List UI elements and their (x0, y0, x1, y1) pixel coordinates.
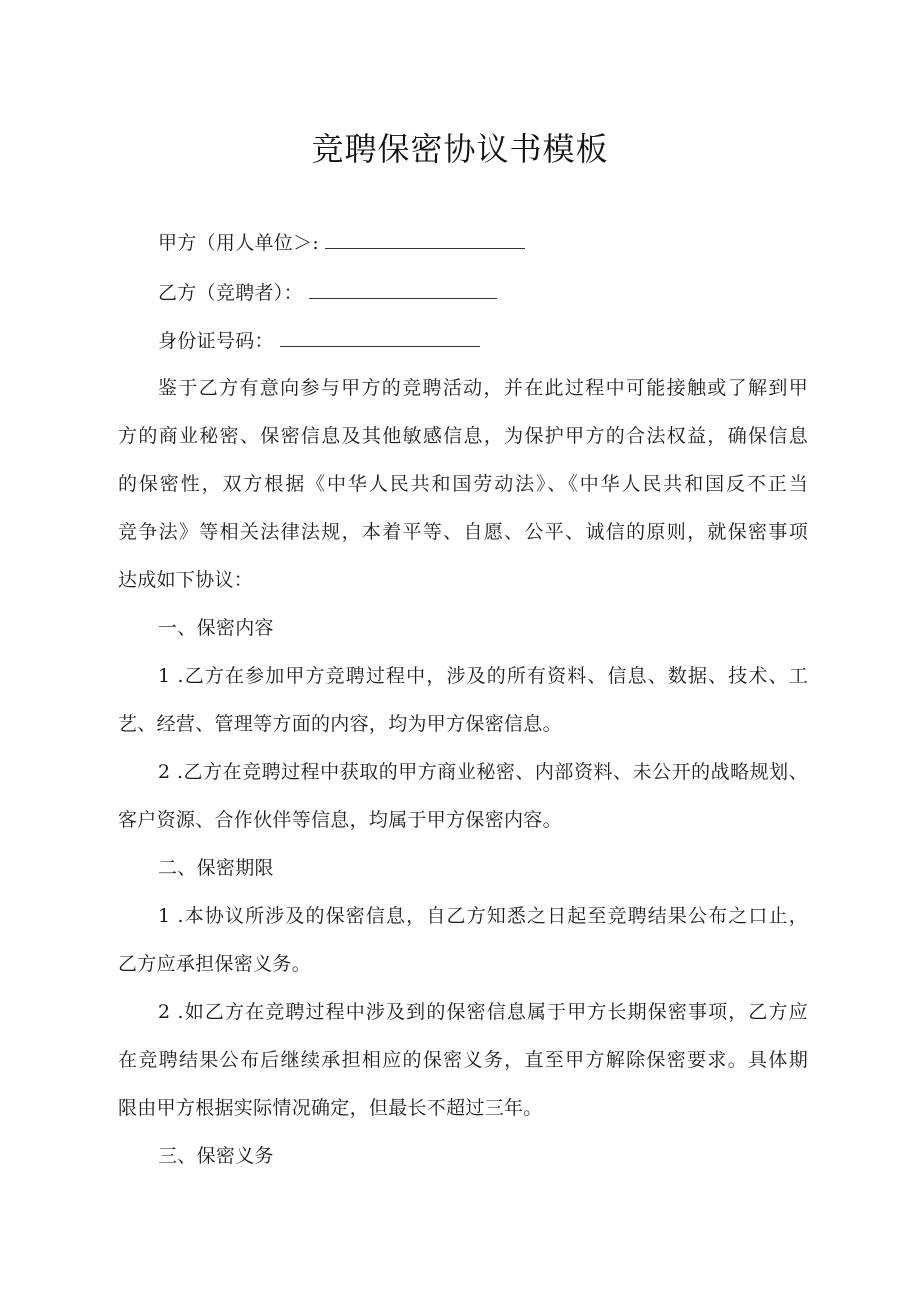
preamble-line: 鉴于乙方有意向参与甲方的竞聘活动，并在此过程中可能接触或了解到甲 (158, 377, 808, 399)
section-heading: 三、保密义务 (158, 1145, 274, 1167)
party-a-label: 甲方（用人单位＞: (158, 232, 320, 254)
section-heading: 一、保密内容 (158, 617, 274, 639)
party-b-field (158, 278, 808, 307)
id-number-label: 身份证号码： (158, 330, 274, 352)
clause-line: 2 .乙方在竞聘过程中获取的甲方商业秘密、内部资料、未公开的战略规划、 (158, 761, 808, 783)
page-title: 竞聘保密协议书模板 (311, 130, 609, 168)
clause-line: 1 .本协议所涉及的保密信息，自乙方知悉之日起至竞聘结果公布之口止， (158, 905, 808, 927)
clause-line: 艺、经营、管理等方面的内容，均为甲方保密信息。 (118, 713, 562, 735)
id-number-blank (280, 326, 480, 347)
preamble-line: 的保密性，双方根据《中华人民共和国劳动法》、《中华人民共和国反不正当 (118, 473, 808, 495)
clause-line: 乙方应承担保密义务。 (118, 953, 312, 975)
preamble-line: 达成如下协议： (118, 569, 254, 591)
clause-line: 在竞聘结果公布后继续承担相应的保密义务，直至甲方解除保密要求。具体期 (118, 1049, 808, 1071)
id-number-field (158, 326, 808, 355)
party-b-label: 乙方（竞聘者）： (158, 282, 303, 304)
clause-line: 客户资源、合作伙伴等信息，均属于甲方保密内容。 (118, 809, 562, 831)
section-heading: 二、保密期限 (158, 857, 274, 879)
party-b-blank (309, 278, 497, 299)
preamble-line: 方的商业秘密、保密信息及其他敏感信息，为保护甲方的合法权益，确保信息 (118, 425, 808, 447)
party-a-blank (325, 228, 525, 249)
preamble-line: 竞争法》等相关法律法规，本着平等、自愿、公平、诚信的原则，就保密事项 (118, 521, 808, 543)
party-a-field (158, 228, 808, 257)
clause-line: 限由甲方根据实际情况确定，但最长不超过三年。 (118, 1097, 543, 1119)
clause-line: 1 .乙方在参加甲方竞聘过程中，涉及的所有资料、信息、数据、技术、工 (158, 665, 808, 687)
clause-line: 2 .如乙方在竞聘过程中涉及到的保密信息属于甲方长期保密事项，乙方应 (158, 1001, 808, 1023)
